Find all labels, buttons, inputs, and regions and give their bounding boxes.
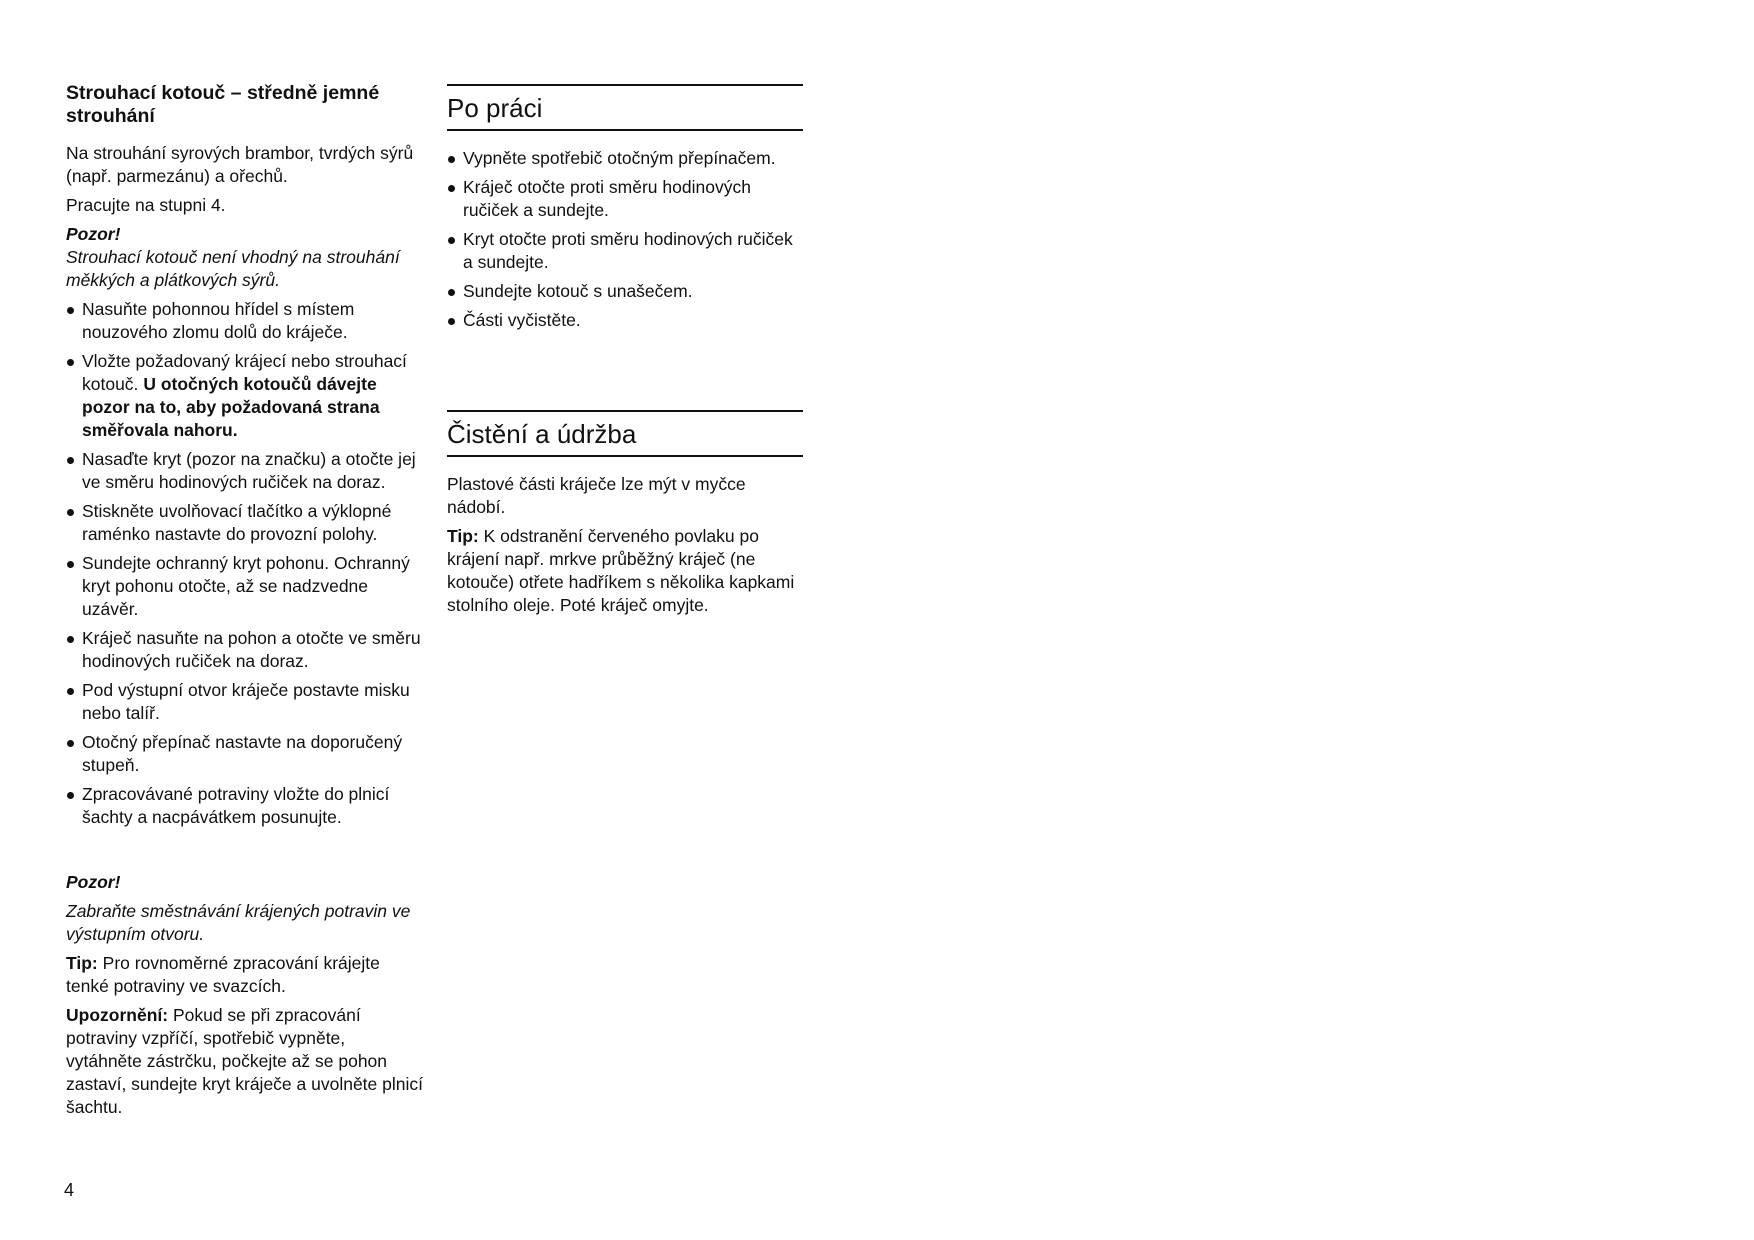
tip-text: K odstranění červeného povlaku po krájení např. mrkve průběžný kráječ (ne kotouče) otřete hadříkem s několika kapkami stolního oleje. Poté kráječ omyjte. [447, 526, 795, 615]
list-item [447, 280, 803, 303]
notice-paragraph [66, 1004, 424, 1119]
caution-label: Pozor! [66, 872, 121, 892]
step-text: Nasuňte pohonnou hřídel s místem nouzového zlomu dolů do kráječe. [82, 299, 355, 342]
step-text: Otočný přepínač nastavte na doporučený stupeň. [82, 732, 403, 775]
list-item [66, 552, 424, 621]
left-column [66, 82, 424, 1125]
step-text: Sundejte kotouč s unašečem. [463, 281, 693, 301]
tip-paragraph [447, 525, 803, 617]
step-text: Kryt otočte proti směru hodinových ručiček a sundejte. [463, 229, 793, 272]
list-item [66, 731, 424, 777]
tip-paragraph [66, 952, 424, 998]
caution-text: Strouhací kotouč není vhodný na strouhání měkkých a plátkových sýrů. [66, 247, 400, 290]
step-text: Části vyčistěte. [463, 310, 581, 330]
caution-label: Pozor! [66, 224, 121, 244]
spacer [447, 338, 803, 410]
list-item [447, 176, 803, 222]
grating-level: Pracujte na stupni 4. [66, 195, 226, 215]
step-text: Vypněte spotřebič otočným přepínačem. [463, 148, 776, 168]
list-item [447, 228, 803, 274]
grating-intro: Na strouhání syrových brambor, tvrdých sýrů (např. parmezánu) a ořechů. [66, 143, 414, 186]
after-work-heading: Po práci [447, 84, 803, 131]
list-item [66, 448, 424, 494]
step-text: Nasaďte kryt (pozor na značku) a otočte jej ve směru hodinových ručiček na doraz. [82, 449, 416, 492]
list-item [66, 679, 424, 725]
assembly-steps [66, 298, 424, 829]
step-text: Sundejte ochranný kryt pohonu. Ochranný kryt pohonu otočte, až se nadzvedne uzávěr. [82, 553, 410, 619]
list-item [447, 147, 803, 170]
list-item [447, 309, 803, 332]
list-item [66, 298, 424, 344]
spacer [66, 835, 424, 871]
step-text: Kráječ nasuňte na pohon a otočte ve směru hodinových ručiček na doraz. [82, 628, 421, 671]
step-text: Stiskněte uvolňovací tlačítko a výklopné raménko nastavte do provozní polohy. [82, 501, 392, 544]
step-bold-note: U otočných kotoučů dávejte pozor na to, aby požadovaná strana směřovala nahoru. [82, 374, 380, 440]
tip-label: Tip: [66, 953, 98, 973]
notice-text: Pokud se při zpracování potraviny vzpříčí, spotřebič vypněte, vytáhněte zástrčku, počkejte až se pohon zastaví, sundejte kryt kráječe a uvolněte plnicí šachtu. [66, 1005, 423, 1117]
list-item [66, 500, 424, 546]
list-item [66, 783, 424, 829]
cleaning-heading: Čistění a údržba [447, 410, 803, 457]
step-text: Pod výstupní otvor kráječe postavte misku nebo talíř. [82, 680, 410, 723]
step-text: Kráječ otočte proti směru hodinových ručiček a sundejte. [463, 177, 751, 220]
step-text: Zpracovávané potraviny vložte do plnicí šachty a nacpávátkem posunujte. [82, 784, 390, 827]
list-item [66, 627, 424, 673]
tip-label: Tip: [447, 526, 479, 546]
after-work-steps [447, 147, 803, 332]
caution-text: Zabraňte směstnávání krájených potravin ve výstupním otvoru. [66, 901, 411, 944]
notice-label: Upozornění: [66, 1005, 169, 1025]
step-text: Vložte požadovaný krájecí nebo strouhací kotouč. [82, 351, 407, 394]
right-column [447, 84, 803, 623]
list-item [66, 350, 424, 442]
grating-disc-heading: Strouhací kotouč – středně jemné strouhání [66, 82, 380, 127]
tip-text: Pro rovnoměrné zpracování krájejte tenké potraviny ve svazcích. [66, 953, 380, 996]
cleaning-text: Plastové části kráječe lze mýt v myčce nádobí. [447, 474, 746, 517]
page-number: 4 [64, 1180, 75, 1200]
